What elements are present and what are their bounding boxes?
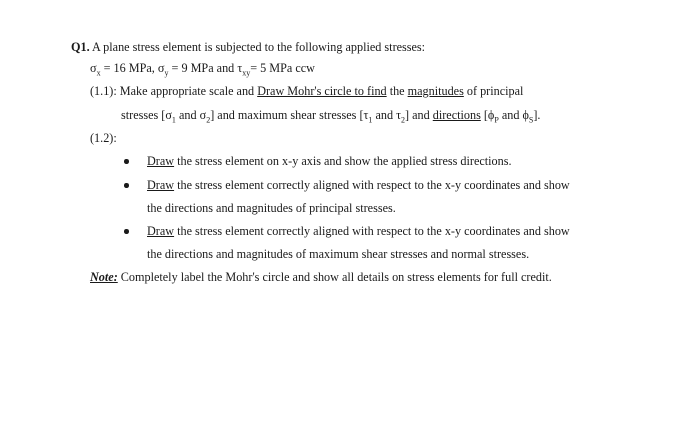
part1-line2-text: [ϕ — [480, 108, 495, 122]
bullet-dot — [124, 229, 129, 234]
tau-xy-subscript: xy — [242, 68, 251, 78]
part2-label: (1.2): — [90, 131, 117, 145]
bullet-item — [147, 177, 570, 193]
part1-text: the — [386, 84, 408, 98]
bullet-dot — [124, 183, 129, 188]
sigma-x-symbol: σ — [90, 61, 97, 75]
question-heading — [71, 39, 425, 55]
note-text: Completely label the Mohr's circle and show all details on stress elements for full credit. — [117, 270, 552, 284]
subscript: 1 — [368, 115, 373, 125]
bullet-item — [147, 153, 512, 169]
part1-line2 — [121, 107, 540, 123]
part1-line2-text: ] and — [405, 108, 433, 122]
subscript: P — [494, 115, 499, 125]
subscript: 2 — [401, 115, 405, 125]
part1-line2-text: stresses [σ — [121, 108, 172, 122]
part1-line2-text: and ϕ — [498, 108, 529, 122]
tau-xy-value: = 5 MPa ccw — [250, 61, 315, 75]
magnitudes-word: magnitudes — [407, 84, 464, 98]
part1-line2-text: and σ — [175, 108, 207, 122]
note-label: Note: — [90, 270, 118, 284]
part1-line2-text: and τ — [372, 108, 401, 122]
part1-line2-text: ] and maximum shear stresses [τ — [210, 108, 369, 122]
subscript: S — [528, 115, 534, 125]
part1-line2-text: ]. — [533, 108, 541, 122]
question-intro: A plane stress element is subjected to the following applied stresses: — [92, 40, 426, 54]
sigma-x-subscript: x — [96, 68, 101, 78]
bullet-dot — [124, 159, 129, 164]
bullet-text: the stress element correctly aligned with respect to the x-y coordinates and show — [177, 178, 570, 192]
bullet-verb: Draw — [147, 224, 175, 238]
sigma-y-subscript: y — [164, 68, 169, 78]
subscript: 2 — [206, 115, 211, 125]
bullet-text: the stress element correctly aligned with respect to the x-y coordinates and show — [177, 224, 570, 238]
bullet-item — [147, 223, 570, 239]
bullet-continuation: the directions and magnitudes of principal stresses. — [147, 201, 396, 215]
draw-mohrs-circle-phrase: Draw Mohr's circle to find — [257, 84, 387, 98]
sigma-x-value: = 16 MPa, — [100, 61, 158, 75]
sigma-y-value: = 9 MPa and — [168, 61, 238, 75]
part1-label: (1.1): — [90, 84, 117, 98]
subscript: 1 — [171, 115, 176, 125]
note — [90, 269, 552, 285]
sigma-y-symbol: σ — [157, 61, 165, 75]
question-label: Q1. — [71, 40, 90, 54]
bullet-continuation: the directions and magnitudes of maximum shear stresses and normal stresses. — [147, 247, 530, 261]
bullet-verb: Draw — [147, 154, 175, 168]
tau-xy-symbol: τ — [237, 61, 243, 75]
part1-text: Make appropriate scale and — [116, 84, 258, 98]
part1-text: of principal — [463, 84, 524, 98]
bullet-verb: Draw — [147, 178, 175, 192]
bullet-text: the stress element on x-y axis and show the applied stress directions. — [177, 154, 512, 168]
directions-word: directions — [432, 108, 481, 122]
given-stresses — [90, 60, 315, 76]
part1-line1 — [90, 83, 523, 99]
